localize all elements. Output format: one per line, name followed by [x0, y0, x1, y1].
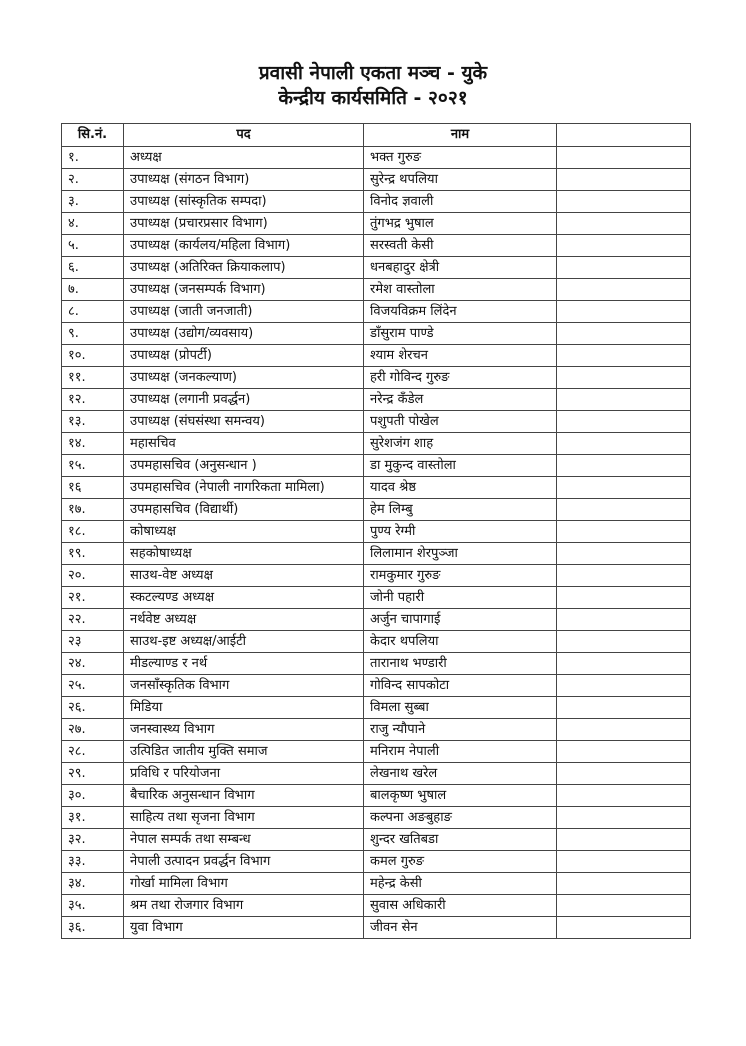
serial-number-cell: २१. [62, 587, 124, 609]
table-row [62, 807, 691, 829]
post-cell: सहकोषाध्यक्ष [124, 543, 364, 565]
post-cell: जनस्वास्थ्य विभाग [124, 719, 364, 741]
post-cell: उपाध्यक्ष (जनकल्याण) [124, 367, 364, 389]
serial-number-cell: १९. [62, 543, 124, 565]
post-cell: उपाध्यक्ष (संगठन विभाग) [124, 169, 364, 191]
serial-number-cell: २९. [62, 763, 124, 785]
serial-number-cell: ३१. [62, 807, 124, 829]
table-row [62, 653, 691, 675]
member-name-cell: तारानाथ भण्डारी [364, 653, 557, 675]
table-row [62, 191, 691, 213]
serial-number-cell: ३३. [62, 851, 124, 873]
member-name-cell: यादव श्रेष्ठ [364, 477, 557, 499]
post-cell: अध्यक्ष [124, 147, 364, 169]
member-name-cell: हेम लिम्बु [364, 499, 557, 521]
extra-cell [557, 389, 691, 411]
member-name-cell: राजु न्यौपाने [364, 719, 557, 741]
member-name-cell: जोनी पहारी [364, 587, 557, 609]
table-row [62, 455, 691, 477]
table-row [62, 477, 691, 499]
serial-number-cell: १०. [62, 345, 124, 367]
member-name-cell: शुन्दर खतिबडा [364, 829, 557, 851]
post-cell: स्कटल्यण्ड अध्यक्ष [124, 587, 364, 609]
serial-number-cell: १४. [62, 433, 124, 455]
extra-cell [557, 763, 691, 785]
extra-cell [557, 609, 691, 631]
document-title: प्रवासी नेपाली एकता मञ्च - युके [258, 62, 488, 84]
table-row [62, 873, 691, 895]
extra-cell [557, 873, 691, 895]
extra-cell [557, 367, 691, 389]
post-cell: उपमहासचिव (नेपाली नागरिकता मामिला) [124, 477, 364, 499]
extra-cell [557, 675, 691, 697]
member-name-cell: गोविन्द सापकोटा [364, 675, 557, 697]
post-cell: उपाध्यक्ष (जाती जनजाती) [124, 301, 364, 323]
extra-cell [557, 455, 691, 477]
serial-number-cell: ८. [62, 301, 124, 323]
post-cell: प्रविधि र परियोजना [124, 763, 364, 785]
post-cell: उपाध्यक्ष (लगानी प्रवर्द्धन) [124, 389, 364, 411]
post-cell: नेपाल सम्पर्क तथा सम्बन्ध [124, 829, 364, 851]
serial-number-cell: १. [62, 147, 124, 169]
post-cell: साहित्य तथा सृजना विभाग [124, 807, 364, 829]
member-name-cell: डाँसुराम पाण्डे [364, 323, 557, 345]
extra-cell [557, 829, 691, 851]
member-name-cell: कल्पना अङबुहाङ [364, 807, 557, 829]
extra-cell [557, 653, 691, 675]
serial-number-cell: २. [62, 169, 124, 191]
post-cell: उपाध्यक्ष (संघसंस्था समन्वय) [124, 411, 364, 433]
table-row [62, 675, 691, 697]
extra-cell [557, 345, 691, 367]
table-row [62, 433, 691, 455]
member-name-cell: मनिराम नेपाली [364, 741, 557, 763]
extra-cell [557, 213, 691, 235]
table-row [62, 697, 691, 719]
member-name-cell: रामकुमार गुरुङ [364, 565, 557, 587]
serial-number-cell: ३२. [62, 829, 124, 851]
serial-number-cell: ९. [62, 323, 124, 345]
serial-number-cell: ११. [62, 367, 124, 389]
table-header-row [62, 124, 691, 147]
extra-cell [557, 785, 691, 807]
table-row [62, 609, 691, 631]
table-row [62, 367, 691, 389]
serial-number-cell: २३ [62, 631, 124, 653]
post-cell: उपाध्यक्ष (अतिरिक्त क्रियाकलाप) [124, 257, 364, 279]
serial-number-cell: ३६. [62, 917, 124, 939]
serial-number-cell: ३५. [62, 895, 124, 917]
serial-number-cell: २८. [62, 741, 124, 763]
extra-cell [557, 543, 691, 565]
serial-number-cell: २७. [62, 719, 124, 741]
member-name-cell: तुंगभद्र भुषाल [364, 213, 557, 235]
serial-number-cell: ३४. [62, 873, 124, 895]
extra-cell [557, 917, 691, 939]
table-row [62, 543, 691, 565]
post-cell: कोषाध्यक्ष [124, 521, 364, 543]
post-cell: बैचारिक अनुसन्धान विभाग [124, 785, 364, 807]
table-row [62, 345, 691, 367]
header-post: पद [124, 124, 364, 147]
post-cell: उत्पिडित जातीय मुक्ति समाज [124, 741, 364, 763]
member-name-cell: अर्जुन चापागाई [364, 609, 557, 631]
member-name-cell: रमेश वास्तोला [364, 279, 557, 301]
table-row [62, 279, 691, 301]
member-name-cell: केदार थपलिया [364, 631, 557, 653]
serial-number-cell: ५. [62, 235, 124, 257]
table-row [62, 411, 691, 433]
member-name-cell: विजयविक्रम लिंदेन [364, 301, 557, 323]
serial-number-cell: २५. [62, 675, 124, 697]
member-name-cell: सरस्वती केसी [364, 235, 557, 257]
committee-table [61, 123, 691, 939]
serial-number-cell: २४. [62, 653, 124, 675]
extra-cell [557, 301, 691, 323]
member-name-cell: बालकृष्ण भुषाल [364, 785, 557, 807]
extra-cell [557, 235, 691, 257]
member-name-cell: नरेन्द्र कँडेल [364, 389, 557, 411]
table-row [62, 389, 691, 411]
table-row [62, 235, 691, 257]
extra-cell [557, 521, 691, 543]
serial-number-cell: १७. [62, 499, 124, 521]
extra-cell [557, 279, 691, 301]
serial-number-cell: ३. [62, 191, 124, 213]
extra-cell [557, 411, 691, 433]
extra-cell [557, 169, 691, 191]
extra-cell [557, 587, 691, 609]
post-cell: उपाध्यक्ष (कार्यलय/महिला विभाग) [124, 235, 364, 257]
table-row [62, 631, 691, 653]
table-row [62, 213, 691, 235]
table-row [62, 719, 691, 741]
post-cell: उपमहासचिव (अनुसन्धान ) [124, 455, 364, 477]
extra-cell [557, 741, 691, 763]
member-name-cell: पुण्य रेग्मी [364, 521, 557, 543]
post-cell: महासचिव [124, 433, 364, 455]
table-row [62, 301, 691, 323]
serial-number-cell: १५. [62, 455, 124, 477]
post-cell: श्रम तथा रोजगार विभाग [124, 895, 364, 917]
member-name-cell: हरी गोविन्द गुरुङ [364, 367, 557, 389]
extra-cell [557, 257, 691, 279]
extra-cell [557, 851, 691, 873]
post-cell: साउथ-इष्ट अध्यक्ष/आईटी [124, 631, 364, 653]
extra-cell [557, 895, 691, 917]
table-row [62, 785, 691, 807]
serial-number-cell: ७. [62, 279, 124, 301]
post-cell: उपाध्यक्ष (जनसम्पर्क विभाग) [124, 279, 364, 301]
post-cell: युवा विभाग [124, 917, 364, 939]
post-cell: उपाध्यक्ष (प्रचारप्रसार विभाग) [124, 213, 364, 235]
member-name-cell: लिलामान शेरपुञ्जा [364, 543, 557, 565]
member-name-cell: कमल गुरुङ [364, 851, 557, 873]
table-body [62, 147, 691, 939]
member-name-cell: जीवन सेन [364, 917, 557, 939]
extra-cell [557, 719, 691, 741]
serial-number-cell: २२. [62, 609, 124, 631]
table-row [62, 521, 691, 543]
member-name-cell: पशुपती पोखेल [364, 411, 557, 433]
serial-number-cell: २०. [62, 565, 124, 587]
extra-cell [557, 323, 691, 345]
post-cell: साउथ-वेष्ट अध्यक्ष [124, 565, 364, 587]
table-row [62, 499, 691, 521]
post-cell: मीडल्याण्ड र नर्थ [124, 653, 364, 675]
table-row [62, 917, 691, 939]
serial-number-cell: १८. [62, 521, 124, 543]
member-name-cell: डा मुकुन्द वास्तोला [364, 455, 557, 477]
table-row [62, 323, 691, 345]
member-name-cell: महेन्द्र केसी [364, 873, 557, 895]
post-cell: मिडिया [124, 697, 364, 719]
extra-cell [557, 477, 691, 499]
member-name-cell: सुरेन्द्र थपलिया [364, 169, 557, 191]
post-cell: गोर्खा मामिला विभाग [124, 873, 364, 895]
serial-number-cell: १३. [62, 411, 124, 433]
post-cell: उपमहासचिव (विद्यार्थी) [124, 499, 364, 521]
member-name-cell: श्याम शेरचन [364, 345, 557, 367]
document-subtitle: केन्द्रीय कार्यसमिति - २०२१ [278, 87, 468, 109]
serial-number-cell: ४. [62, 213, 124, 235]
extra-cell [557, 565, 691, 587]
member-name-cell: भक्त गुरुङ [364, 147, 557, 169]
serial-number-cell: १६ [62, 477, 124, 499]
post-cell: उपाध्यक्ष (उद्योग/व्यवसाय) [124, 323, 364, 345]
serial-number-cell: १२. [62, 389, 124, 411]
table-row [62, 895, 691, 917]
serial-number-cell: २६. [62, 697, 124, 719]
member-name-cell: सुरेशजंग शाह [364, 433, 557, 455]
post-cell: नर्थवेष्ट अध्यक्ष [124, 609, 364, 631]
extra-cell [557, 191, 691, 213]
table-row [62, 851, 691, 873]
table-row [62, 257, 691, 279]
table-row [62, 741, 691, 763]
table-row [62, 147, 691, 169]
member-name-cell: धनबहादुर क्षेत्री [364, 257, 557, 279]
member-name-cell: विनोद ज्ञवाली [364, 191, 557, 213]
extra-cell [557, 147, 691, 169]
member-name-cell: लेखनाथ खरेल [364, 763, 557, 785]
table-row [62, 829, 691, 851]
table-row [62, 565, 691, 587]
header-name: नाम [364, 124, 557, 147]
header-extra [557, 124, 691, 147]
extra-cell [557, 697, 691, 719]
post-cell: जनसाँस्कृतिक विभाग [124, 675, 364, 697]
member-name-cell: विमला सुब्बा [364, 697, 557, 719]
member-name-cell: सुवास अधिकारी [364, 895, 557, 917]
table-row [62, 169, 691, 191]
table-row [62, 763, 691, 785]
post-cell: उपाध्यक्ष (प्रोपर्टी) [124, 345, 364, 367]
post-cell: नेपाली उत्पादन प्रवर्द्धन विभाग [124, 851, 364, 873]
table-row [62, 587, 691, 609]
extra-cell [557, 499, 691, 521]
post-cell: उपाध्यक्ष (सांस्कृतिक सम्पदा) [124, 191, 364, 213]
serial-number-cell: ६. [62, 257, 124, 279]
header-serial-number: सि.नं. [62, 124, 124, 147]
extra-cell [557, 807, 691, 829]
serial-number-cell: ३०. [62, 785, 124, 807]
extra-cell [557, 631, 691, 653]
extra-cell [557, 433, 691, 455]
